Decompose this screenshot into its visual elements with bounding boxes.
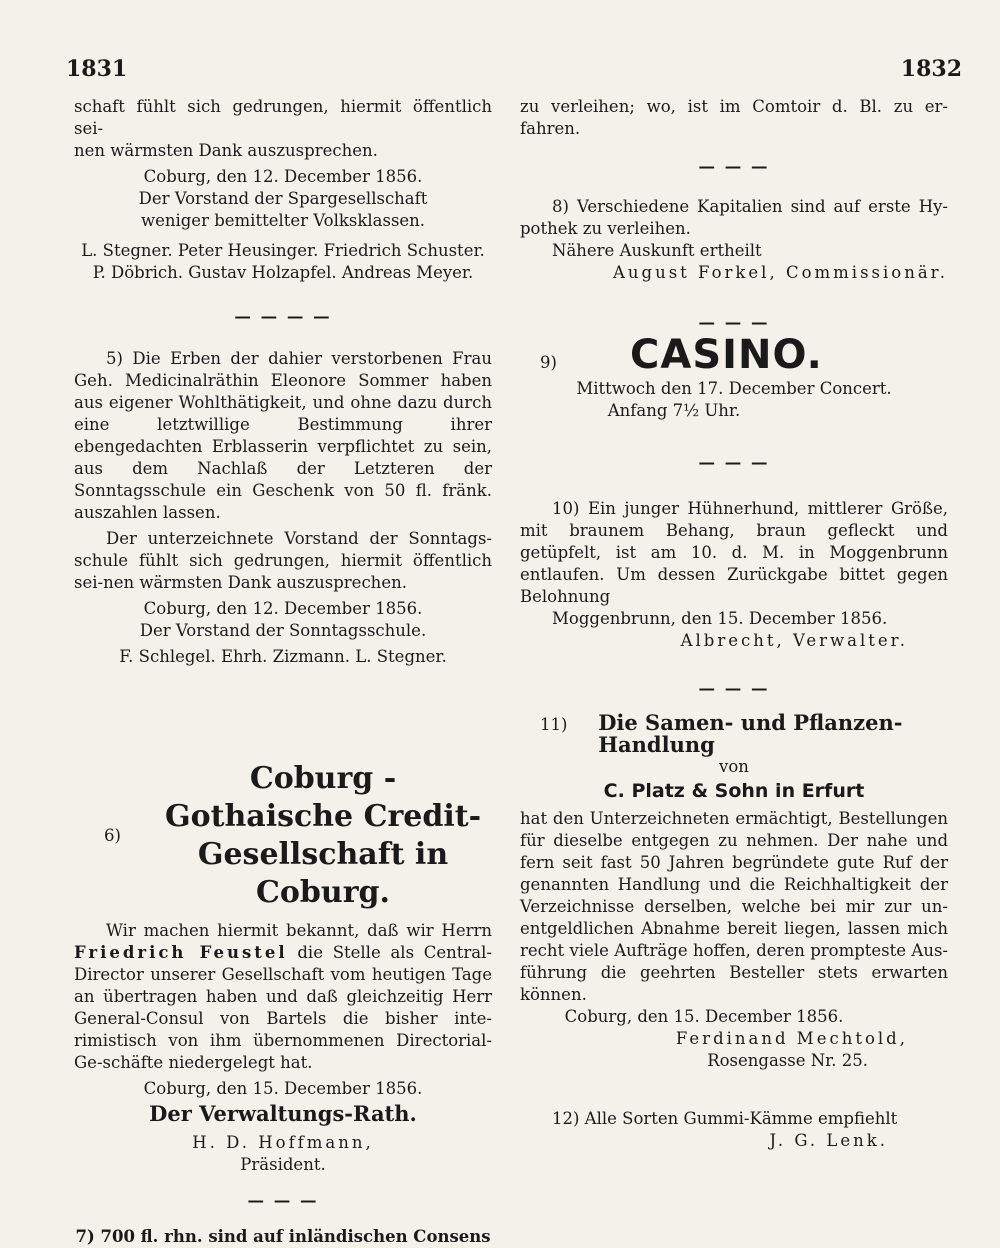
notice-10: 10) Ein junger Hühnerhund, mittlerer Größe, mit braunem Behang, braun gefleckt und getüpfelt, ist am 10. d. M. in Moggenbrunn entlaufen. Um dessen Zurückgabe bittet gegen Belohnung	[520, 499, 948, 606]
notice-11-signer: Ferdinand Mechtold,	[675, 1029, 908, 1048]
text-line: die Stelle als Central-Director unserer Gesellschaft vom heutigen Tage an übertragen haben und daß gleichzeitig Herr General-Consul von Bartels die bisher inte-rimistisch von ihm übernommenen Directorial-Ge-schäfte niedergelegt hat.	[74, 943, 492, 1072]
person-name: Friedrich Feustel	[74, 943, 288, 962]
signer-title: Präsident.	[240, 1155, 326, 1174]
notice-6-header	[74, 760, 492, 912]
notice-10-place: Moggenbrunn, den 15. December 1856.	[552, 609, 888, 628]
notice-number: 6)	[104, 826, 121, 845]
board-signature: Der Vorstand der Spargesellschaft weniger bemittelter Volksklassen.	[138, 189, 428, 230]
notice-7-continued: zu verleihen; wo, ist im Comtoir d. Bl. zu er-fahren.	[520, 97, 948, 138]
separator: — — — —	[234, 307, 332, 326]
separator: — — —	[247, 1191, 319, 1210]
names-line: L. Stegner. Peter Heusinger. Friedrich Schuster.	[81, 241, 485, 260]
date-line: Coburg, den 15. December 1856.	[143, 1079, 423, 1098]
notice-8-signer: August Forkel, Commissionär.	[612, 263, 948, 282]
casino-title: CASINO.	[630, 332, 823, 378]
left-column	[74, 96, 492, 1248]
spacer	[520, 1072, 948, 1108]
names-line: F. Schlegel. Ehrh. Zizmann. L. Stegner.	[119, 647, 447, 666]
concert-time: Anfang 7½ Uhr.	[607, 401, 741, 420]
notice-7: 7) 700 fl. rhn. sind auf inländischen Consens	[75, 1227, 491, 1246]
date-line: Coburg, den 12. December 1856.	[143, 599, 423, 618]
notice-5: 5) Die Erben der dahier verstorbenen Frau Geh. Medicinalräthin Eleonore Sommer haben aus eigener Wohlthätigkeit, und ohne dazu durch eine letztwillige Bestimmung ihrer ebengedachten Erblasserin verpflichtet zu sein, aus dem Nachlaß der Letzteren der Sonntagsschule ein Geschenk von 50 fl. fränk. auszahlen lassen.	[74, 349, 492, 522]
separator: — — —	[698, 679, 770, 698]
concert-line: Mittwoch den 17. December Concert.	[576, 379, 892, 398]
text-line: schaft fühlt sich gedrungen, hiermit öffentlich sei-	[74, 97, 492, 138]
date-line: Coburg, den 12. December 1856.	[143, 167, 423, 186]
notice-5-thanks: Der unterzeichnete Vorstand der Sonntags-schule fühlt sich gedrungen, hiermit öffentlich sei-nen wärmsten Dank auszusprechen.	[74, 529, 492, 592]
firm-name: C. Platz & Sohn in Erfurt	[603, 780, 865, 802]
board-signature: Der Verwaltungs-Rath.	[149, 1101, 417, 1126]
notice-9-header	[520, 332, 948, 378]
separator: — — —	[698, 157, 770, 176]
von-line: von	[719, 757, 749, 776]
notice-12: 12) Alle Sorten Gummi-Kämme empfiehlt	[552, 1109, 898, 1128]
separator: — — —	[698, 453, 770, 472]
text-line: Wir machen hiermit bekannt, daß wir Herrn	[106, 921, 492, 940]
notice-11-heading: Die Samen- und Pflanzen-Handlung	[598, 710, 903, 757]
notice-12-signer: J. G. Lenk.	[769, 1131, 888, 1150]
right-column	[520, 96, 948, 1152]
notice-6-heading: Coburg - Gothaische Credit-Gesellschaft in Coburg.	[164, 761, 482, 910]
notice-number: 11)	[540, 715, 568, 734]
page-number-right: 1832	[900, 56, 962, 82]
notice-11-body: hat den Unterzeichneten ermächtigt, Bestellungen für dieselbe entgegen zu nehmen. Der nahe und fern seit fast 50 Jahren begründete gute Ruf der genannten Handlung und die Reichhaltigkeit der Verzeichnisse derselben, welche bei mir zur un-entgeldlichen Abnahme bereit liegen, lassen mich recht viele Aufträge hoffen, deren prompteste Aus-führung die geehrten Besteller stets erwarten können.	[520, 809, 948, 1004]
date-line: Coburg, den 15. December 1856.	[564, 1007, 844, 1026]
names-line: P. Döbrich. Gustav Holzapfel. Andreas Meyer.	[92, 263, 474, 282]
notice-number: 9)	[540, 353, 557, 372]
page-number-left: 1831	[66, 56, 128, 82]
notice-10-signer: Albrecht, Verwalter.	[680, 631, 908, 650]
notice-8-info: Nähere Auskunft ertheilt	[552, 241, 762, 260]
notice-8: 8) Verschiedene Kapitalien sind auf erste Hy-pothek zu verleihen.	[520, 197, 948, 238]
separator: — — —	[698, 313, 770, 332]
text-line: nen wärmsten Dank auszusprechen.	[74, 141, 378, 160]
notice-11-header	[520, 712, 948, 756]
signer-name: H. D. Hoffmann,	[192, 1133, 374, 1152]
board-signature: Der Vorstand der Sonntagsschule.	[139, 621, 427, 640]
notice-6-body	[74, 920, 492, 1074]
notice-11-address: Rosengasse Nr. 25.	[707, 1051, 868, 1070]
